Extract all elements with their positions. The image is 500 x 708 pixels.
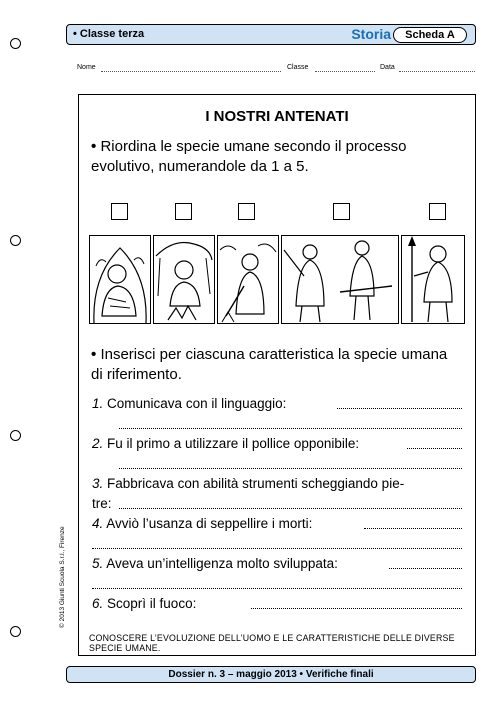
question-6: 6. Scoprì il fuoco: — [92, 596, 197, 611]
bullet: • — [91, 138, 97, 155]
name-label: Nome — [77, 64, 96, 71]
toolmaker-figure-icon — [218, 236, 278, 323]
subject-label: Storia — [351, 26, 391, 42]
name-field[interactable] — [101, 71, 281, 72]
footer-band: Dossier n. 3 – maggio 2013 • Verifiche finali — [66, 666, 476, 683]
instruction-text: Riordina le specie umane secondo il processo evolutivo, numerandole da 1 a 5. — [91, 138, 407, 175]
instruction-match — [91, 345, 463, 385]
question-2: 2. Fu il primo a utilizzare il pollice opponibile: — [92, 436, 360, 451]
question-3: 3. Fabbricava con abilità strumenti scheggiando pie- — [92, 476, 405, 491]
page-title: I NOSTRI ANTENATI — [205, 108, 349, 125]
binder-hole — [10, 430, 21, 441]
class-field-label: Classe — [287, 64, 309, 71]
bullet: • — [91, 346, 97, 363]
spear-figure-icon — [402, 236, 464, 323]
answer-line[interactable] — [119, 428, 462, 429]
instruction-reorder — [91, 137, 463, 177]
question-4: 4. Avviò l’usanza di seppellire i morti: — [92, 516, 313, 531]
order-checkbox[interactable] — [429, 203, 446, 220]
binder-hole — [10, 235, 21, 246]
order-checkbox[interactable] — [333, 203, 350, 220]
answer-line[interactable] — [251, 608, 462, 609]
answer-line[interactable] — [119, 508, 462, 509]
learning-objective: CONOSCERE L’EVOLUZIONE DELL’UOMO E LE CARATTERISTICHE DELLE DIVERSE SPECIE UMANE. — [89, 633, 455, 653]
species-illustration — [401, 235, 465, 324]
answer-line[interactable] — [407, 448, 462, 449]
instruction-text: Inserisci per ciascuna caratteristica la specie umana di riferimento. — [91, 346, 448, 383]
date-field[interactable] — [399, 71, 475, 72]
answer-line[interactable] — [92, 588, 462, 589]
header-band — [66, 24, 476, 45]
order-checkbox[interactable] — [238, 203, 255, 220]
binder-hole — [10, 626, 21, 637]
class-label: • Classe terza — [73, 28, 145, 40]
binder-hole — [10, 38, 21, 49]
answer-line[interactable] — [119, 468, 462, 469]
species-illustration — [217, 235, 279, 324]
answer-line[interactable] — [364, 528, 462, 529]
answer-line[interactable] — [389, 568, 462, 569]
species-illustration — [153, 235, 215, 324]
question-5: 5. Aveva un’intelligenza molto sviluppata: — [92, 556, 338, 571]
sheet-badge: Scheda A — [393, 27, 467, 43]
worksheet-card — [78, 94, 476, 656]
species-illustration — [89, 235, 151, 324]
question-3-continuation: tre: — [92, 496, 112, 511]
answer-line[interactable] — [92, 548, 462, 549]
answer-line[interactable] — [337, 408, 462, 409]
order-checkbox[interactable] — [111, 203, 128, 220]
order-checkbox[interactable] — [175, 203, 192, 220]
question-1: 1. Comunicava con il linguaggio: — [92, 396, 287, 411]
date-label: Data — [380, 64, 395, 71]
student-fields — [77, 64, 477, 76]
cave-figure-icon — [90, 236, 150, 323]
fire-figure-icon — [154, 236, 214, 323]
copyright: © 2013 Giunti Scuola S.r.l., Firenze — [59, 526, 66, 628]
species-illustration — [281, 235, 399, 324]
class-field[interactable] — [315, 71, 375, 72]
hunters-figure-icon — [282, 236, 398, 323]
